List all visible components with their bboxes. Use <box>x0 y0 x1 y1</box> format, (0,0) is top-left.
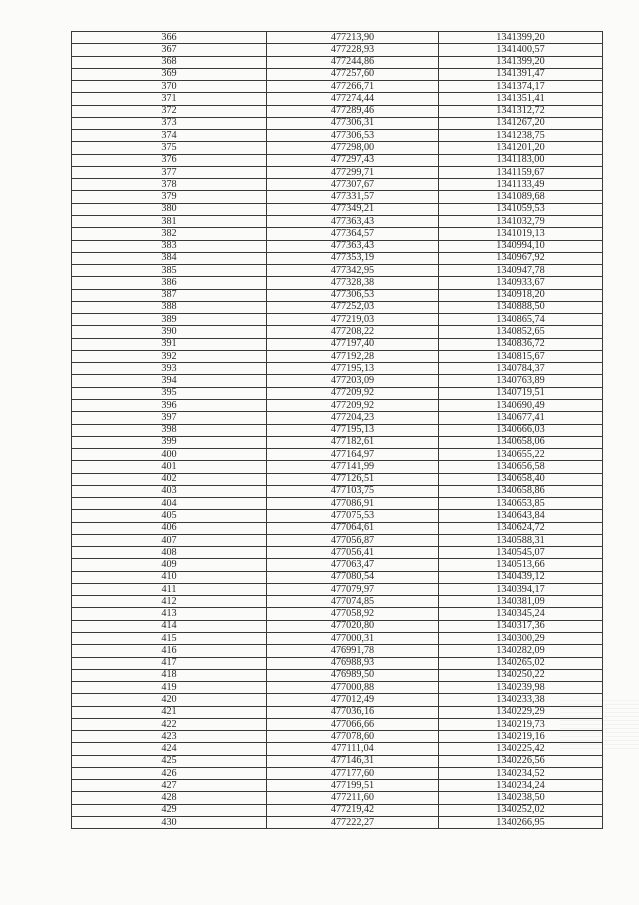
point-number-cell: 370 <box>72 81 267 93</box>
coordinates-table <box>71 31 603 829</box>
table-row <box>72 436 603 448</box>
table-row <box>72 608 603 620</box>
x-coordinate-cell: 477244,86 <box>267 56 439 68</box>
x-coordinate-cell: 477177,60 <box>267 767 439 779</box>
y-coordinate-cell: 1340266,95 <box>439 817 603 829</box>
table-row <box>72 755 603 767</box>
point-number-cell: 415 <box>72 633 267 645</box>
y-coordinate-cell: 1340233,38 <box>439 694 603 706</box>
table-row <box>72 645 603 657</box>
table-row <box>72 338 603 350</box>
y-coordinate-cell: 1340656,58 <box>439 461 603 473</box>
point-number-cell: 391 <box>72 338 267 350</box>
y-coordinate-cell: 1341159,67 <box>439 166 603 178</box>
y-coordinate-cell: 1341399,20 <box>439 56 603 68</box>
y-coordinate-cell: 1341391,47 <box>439 68 603 80</box>
table-row <box>72 461 603 473</box>
y-coordinate-cell: 1340852,65 <box>439 326 603 338</box>
table-row <box>72 510 603 522</box>
y-coordinate-cell: 1340624,72 <box>439 522 603 534</box>
x-coordinate-cell: 477289,46 <box>267 105 439 117</box>
point-number-cell: 401 <box>72 461 267 473</box>
y-coordinate-cell: 1340933,67 <box>439 277 603 289</box>
y-coordinate-cell: 1340545,07 <box>439 547 603 559</box>
table-row <box>72 117 603 129</box>
x-coordinate-cell: 477146,31 <box>267 755 439 767</box>
point-number-cell: 419 <box>72 682 267 694</box>
y-coordinate-cell: 1340317,36 <box>439 620 603 632</box>
point-number-cell: 371 <box>72 93 267 105</box>
y-coordinate-cell: 1340439,12 <box>439 571 603 583</box>
y-coordinate-cell: 1340666,03 <box>439 424 603 436</box>
table-row <box>72 363 603 375</box>
point-number-cell: 413 <box>72 608 267 620</box>
point-number-cell: 408 <box>72 547 267 559</box>
x-coordinate-cell: 476988,93 <box>267 657 439 669</box>
point-number-cell: 398 <box>72 424 267 436</box>
x-coordinate-cell: 477078,60 <box>267 731 439 743</box>
point-number-cell: 430 <box>72 817 267 829</box>
x-coordinate-cell: 477197,40 <box>267 338 439 350</box>
table-row <box>72 792 603 804</box>
x-coordinate-cell: 477066,66 <box>267 718 439 730</box>
x-coordinate-cell: 477297,43 <box>267 154 439 166</box>
y-coordinate-cell: 1340653,85 <box>439 498 603 510</box>
table-row <box>72 387 603 399</box>
point-number-cell: 383 <box>72 240 267 252</box>
x-coordinate-cell: 476989,50 <box>267 669 439 681</box>
point-number-cell: 417 <box>72 657 267 669</box>
point-number-cell: 406 <box>72 522 267 534</box>
x-coordinate-cell: 477363,43 <box>267 240 439 252</box>
table-row <box>72 130 603 142</box>
x-coordinate-cell: 477080,54 <box>267 571 439 583</box>
table-row <box>72 534 603 546</box>
x-coordinate-cell: 477199,51 <box>267 780 439 792</box>
point-number-cell: 392 <box>72 350 267 362</box>
x-coordinate-cell: 477222,27 <box>267 817 439 829</box>
point-number-cell: 366 <box>72 32 267 44</box>
x-coordinate-cell: 477079,97 <box>267 583 439 595</box>
y-coordinate-cell: 1340265,02 <box>439 657 603 669</box>
point-number-cell: 376 <box>72 154 267 166</box>
x-coordinate-cell: 477306,31 <box>267 117 439 129</box>
y-coordinate-cell: 1340345,24 <box>439 608 603 620</box>
x-coordinate-cell: 477058,92 <box>267 608 439 620</box>
point-number-cell: 380 <box>72 203 267 215</box>
y-coordinate-cell: 1340994,10 <box>439 240 603 252</box>
table-row <box>72 682 603 694</box>
y-coordinate-cell: 1340225,42 <box>439 743 603 755</box>
x-coordinate-cell: 477203,09 <box>267 375 439 387</box>
x-coordinate-cell: 477306,53 <box>267 289 439 301</box>
x-coordinate-cell: 476991,78 <box>267 645 439 657</box>
table-row <box>72 277 603 289</box>
table-row <box>72 252 603 264</box>
table-row <box>72 154 603 166</box>
table-row <box>72 142 603 154</box>
y-coordinate-cell: 1340513,66 <box>439 559 603 571</box>
table-row <box>72 596 603 608</box>
point-number-cell: 397 <box>72 412 267 424</box>
x-coordinate-cell: 477020,80 <box>267 620 439 632</box>
x-coordinate-cell: 477126,51 <box>267 473 439 485</box>
x-coordinate-cell: 477328,38 <box>267 277 439 289</box>
y-coordinate-cell: 1341374,17 <box>439 81 603 93</box>
x-coordinate-cell: 477182,61 <box>267 436 439 448</box>
point-number-cell: 384 <box>72 252 267 264</box>
x-coordinate-cell: 477363,43 <box>267 215 439 227</box>
x-coordinate-cell: 477266,71 <box>267 81 439 93</box>
table-row <box>72 203 603 215</box>
x-coordinate-cell: 477349,21 <box>267 203 439 215</box>
table-row <box>72 93 603 105</box>
table-row <box>72 326 603 338</box>
table-row <box>72 473 603 485</box>
y-coordinate-cell: 1340658,06 <box>439 436 603 448</box>
y-coordinate-cell: 1340967,92 <box>439 252 603 264</box>
y-coordinate-cell: 1340836,72 <box>439 338 603 350</box>
table-row <box>72 559 603 571</box>
table-row <box>72 265 603 277</box>
y-coordinate-cell: 1341059,53 <box>439 203 603 215</box>
point-number-cell: 374 <box>72 130 267 142</box>
x-coordinate-cell: 477086,91 <box>267 498 439 510</box>
point-number-cell: 395 <box>72 387 267 399</box>
point-number-cell: 390 <box>72 326 267 338</box>
point-number-cell: 393 <box>72 363 267 375</box>
x-coordinate-cell: 477192,28 <box>267 350 439 362</box>
x-coordinate-cell: 477204,23 <box>267 412 439 424</box>
table-row <box>72 424 603 436</box>
x-coordinate-cell: 477036,16 <box>267 706 439 718</box>
point-number-cell: 410 <box>72 571 267 583</box>
x-coordinate-cell: 477056,41 <box>267 547 439 559</box>
table-row <box>72 191 603 203</box>
point-number-cell: 404 <box>72 498 267 510</box>
y-coordinate-cell: 1340250,22 <box>439 669 603 681</box>
point-number-cell: 414 <box>72 620 267 632</box>
y-coordinate-cell: 1340677,41 <box>439 412 603 424</box>
table-row <box>72 301 603 313</box>
x-coordinate-cell: 477299,71 <box>267 166 439 178</box>
x-coordinate-cell: 477056,87 <box>267 534 439 546</box>
y-coordinate-cell: 1340888,50 <box>439 301 603 313</box>
y-coordinate-cell: 1340252,02 <box>439 804 603 816</box>
y-coordinate-cell: 1340239,98 <box>439 682 603 694</box>
y-coordinate-cell: 1340226,56 <box>439 755 603 767</box>
y-coordinate-cell: 1341267,20 <box>439 117 603 129</box>
x-coordinate-cell: 477252,03 <box>267 301 439 313</box>
point-number-cell: 403 <box>72 485 267 497</box>
point-number-cell: 405 <box>72 510 267 522</box>
x-coordinate-cell: 477342,95 <box>267 265 439 277</box>
x-coordinate-cell: 477209,92 <box>267 387 439 399</box>
table-row <box>72 657 603 669</box>
table-row <box>72 32 603 44</box>
table-row <box>72 633 603 645</box>
x-coordinate-cell: 477209,92 <box>267 399 439 411</box>
point-number-cell: 386 <box>72 277 267 289</box>
table-row <box>72 314 603 326</box>
table-row <box>72 105 603 117</box>
x-coordinate-cell: 477064,61 <box>267 522 439 534</box>
point-number-cell: 388 <box>72 301 267 313</box>
y-coordinate-cell: 1340815,67 <box>439 350 603 362</box>
point-number-cell: 428 <box>72 792 267 804</box>
point-number-cell: 381 <box>72 215 267 227</box>
y-coordinate-cell: 1340219,73 <box>439 718 603 730</box>
x-coordinate-cell: 477000,31 <box>267 633 439 645</box>
table-row <box>72 522 603 534</box>
x-coordinate-cell: 477213,90 <box>267 32 439 44</box>
y-coordinate-cell: 1340234,24 <box>439 780 603 792</box>
point-number-cell: 423 <box>72 731 267 743</box>
x-coordinate-cell: 477103,75 <box>267 485 439 497</box>
point-number-cell: 411 <box>72 583 267 595</box>
y-coordinate-cell: 1341133,49 <box>439 179 603 191</box>
table-row <box>72 804 603 816</box>
table-row <box>72 780 603 792</box>
point-number-cell: 418 <box>72 669 267 681</box>
table-row <box>72 412 603 424</box>
point-number-cell: 402 <box>72 473 267 485</box>
y-coordinate-cell: 1340658,40 <box>439 473 603 485</box>
table-row <box>72 375 603 387</box>
table-row <box>72 68 603 80</box>
y-coordinate-cell: 1340234,52 <box>439 767 603 779</box>
table-row <box>72 718 603 730</box>
point-number-cell: 412 <box>72 596 267 608</box>
table-row <box>72 81 603 93</box>
point-number-cell: 387 <box>72 289 267 301</box>
y-coordinate-cell: 1340229,29 <box>439 706 603 718</box>
table-row <box>72 228 603 240</box>
point-number-cell: 367 <box>72 44 267 56</box>
x-coordinate-cell: 477000,88 <box>267 682 439 694</box>
y-coordinate-cell: 1340381,09 <box>439 596 603 608</box>
y-coordinate-cell: 1341089,68 <box>439 191 603 203</box>
point-number-cell: 427 <box>72 780 267 792</box>
table-row <box>72 571 603 583</box>
y-coordinate-cell: 1340219,16 <box>439 731 603 743</box>
table-row <box>72 485 603 497</box>
y-coordinate-cell: 1340763,89 <box>439 375 603 387</box>
point-number-cell: 394 <box>72 375 267 387</box>
table-row <box>72 56 603 68</box>
point-number-cell: 368 <box>72 56 267 68</box>
y-coordinate-cell: 1340947,78 <box>439 265 603 277</box>
y-coordinate-cell: 1341351,41 <box>439 93 603 105</box>
x-coordinate-cell: 477063,47 <box>267 559 439 571</box>
point-number-cell: 416 <box>72 645 267 657</box>
x-coordinate-cell: 477274,44 <box>267 93 439 105</box>
point-number-cell: 420 <box>72 694 267 706</box>
y-coordinate-cell: 1341399,20 <box>439 32 603 44</box>
x-coordinate-cell: 477307,67 <box>267 179 439 191</box>
x-coordinate-cell: 477074,85 <box>267 596 439 608</box>
point-number-cell: 378 <box>72 179 267 191</box>
table-row <box>72 166 603 178</box>
point-number-cell: 396 <box>72 399 267 411</box>
point-number-cell: 425 <box>72 755 267 767</box>
point-number-cell: 424 <box>72 743 267 755</box>
y-coordinate-cell: 1341400,57 <box>439 44 603 56</box>
table-row <box>72 215 603 227</box>
point-number-cell: 382 <box>72 228 267 240</box>
table-row <box>72 706 603 718</box>
y-coordinate-cell: 1341312,72 <box>439 105 603 117</box>
x-coordinate-cell: 477195,13 <box>267 363 439 375</box>
table-row <box>72 583 603 595</box>
x-coordinate-cell: 477228,93 <box>267 44 439 56</box>
table-row <box>72 743 603 755</box>
table-row <box>72 767 603 779</box>
table-row <box>72 694 603 706</box>
point-number-cell: 399 <box>72 436 267 448</box>
x-coordinate-cell: 477219,03 <box>267 314 439 326</box>
coordinates-table-body <box>72 32 603 829</box>
point-number-cell: 375 <box>72 142 267 154</box>
y-coordinate-cell: 1340690,49 <box>439 399 603 411</box>
x-coordinate-cell: 477353,19 <box>267 252 439 264</box>
point-number-cell: 379 <box>72 191 267 203</box>
x-coordinate-cell: 477164,97 <box>267 449 439 461</box>
table-row <box>72 547 603 559</box>
y-coordinate-cell: 1340394,17 <box>439 583 603 595</box>
x-coordinate-cell: 477306,53 <box>267 130 439 142</box>
point-number-cell: 409 <box>72 559 267 571</box>
y-coordinate-cell: 1340719,51 <box>439 387 603 399</box>
y-coordinate-cell: 1341019,13 <box>439 228 603 240</box>
y-coordinate-cell: 1340918,20 <box>439 289 603 301</box>
point-number-cell: 373 <box>72 117 267 129</box>
x-coordinate-cell: 477298,00 <box>267 142 439 154</box>
table-row <box>72 449 603 461</box>
y-coordinate-cell: 1340658,86 <box>439 485 603 497</box>
x-coordinate-cell: 477211,60 <box>267 792 439 804</box>
y-coordinate-cell: 1341032,79 <box>439 215 603 227</box>
point-number-cell: 422 <box>72 718 267 730</box>
x-coordinate-cell: 477257,60 <box>267 68 439 80</box>
table-row <box>72 240 603 252</box>
point-number-cell: 429 <box>72 804 267 816</box>
point-number-cell: 372 <box>72 105 267 117</box>
y-coordinate-cell: 1340643,84 <box>439 510 603 522</box>
y-coordinate-cell: 1340282,09 <box>439 645 603 657</box>
point-number-cell: 400 <box>72 449 267 461</box>
x-coordinate-cell: 477141,99 <box>267 461 439 473</box>
y-coordinate-cell: 1341183,00 <box>439 154 603 166</box>
table-row <box>72 399 603 411</box>
point-number-cell: 389 <box>72 314 267 326</box>
table-row <box>72 498 603 510</box>
table-row <box>72 620 603 632</box>
point-number-cell: 369 <box>72 68 267 80</box>
x-coordinate-cell: 477331,57 <box>267 191 439 203</box>
y-coordinate-cell: 1340655,22 <box>439 449 603 461</box>
x-coordinate-cell: 477208,22 <box>267 326 439 338</box>
table-row <box>72 731 603 743</box>
x-coordinate-cell: 477195,13 <box>267 424 439 436</box>
table-row <box>72 350 603 362</box>
point-number-cell: 377 <box>72 166 267 178</box>
x-coordinate-cell: 477364,57 <box>267 228 439 240</box>
point-number-cell: 385 <box>72 265 267 277</box>
y-coordinate-cell: 1340784,37 <box>439 363 603 375</box>
y-coordinate-cell: 1340300,29 <box>439 633 603 645</box>
x-coordinate-cell: 477012,49 <box>267 694 439 706</box>
x-coordinate-cell: 477075,53 <box>267 510 439 522</box>
table-row <box>72 817 603 829</box>
y-coordinate-cell: 1340588,31 <box>439 534 603 546</box>
point-number-cell: 407 <box>72 534 267 546</box>
y-coordinate-cell: 1341201,20 <box>439 142 603 154</box>
table-row <box>72 669 603 681</box>
x-coordinate-cell: 477219,42 <box>267 804 439 816</box>
y-coordinate-cell: 1340865,74 <box>439 314 603 326</box>
y-coordinate-cell: 1341238,75 <box>439 130 603 142</box>
x-coordinate-cell: 477111,04 <box>267 743 439 755</box>
table-row <box>72 289 603 301</box>
table-row <box>72 179 603 191</box>
point-number-cell: 421 <box>72 706 267 718</box>
y-coordinate-cell: 1340238,50 <box>439 792 603 804</box>
point-number-cell: 426 <box>72 767 267 779</box>
table-row <box>72 44 603 56</box>
